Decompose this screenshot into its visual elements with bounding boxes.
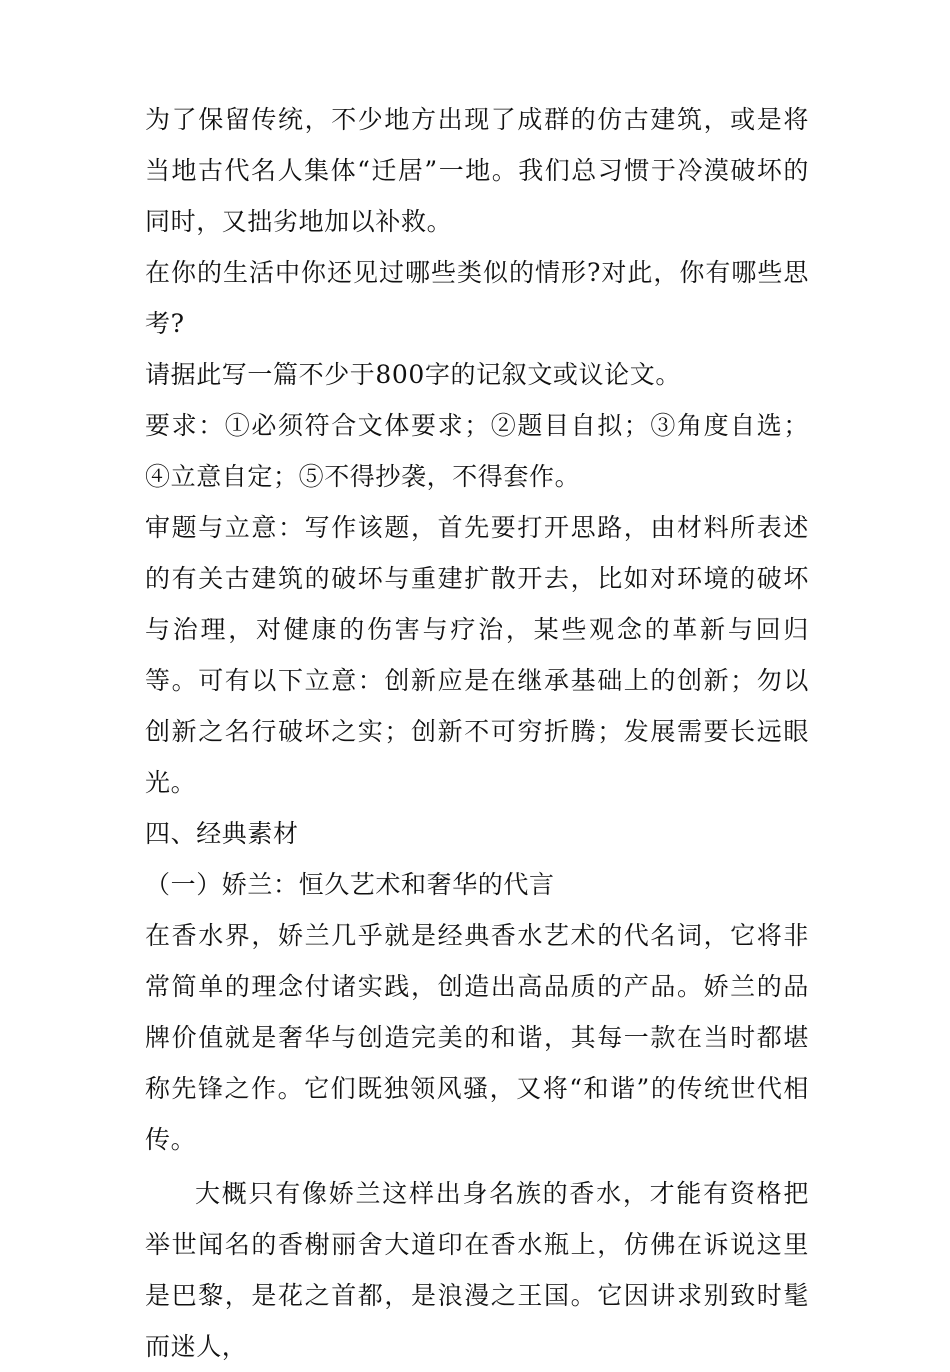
- paragraph-requirements: 要求：①必须符合文体要求；②题目自拟；③角度自选；④立意自定；⑤不得抄袭，不得套作。: [145, 411, 809, 491]
- document-body: [145, 94, 809, 1372]
- paragraph-question: 在你的生活中你还见过哪些类似的情形?对此，你有哪些思考?: [145, 258, 809, 338]
- subsection-heading: （一）娇兰：恒久艺术和奢华的代言: [145, 870, 555, 899]
- paragraph-guerlain-intro: 在香水界，娇兰几乎就是经典香水艺术的代名词，它将非常简单的理念付诸实践，创造出高品质的产品。娇兰的品牌价值就是奢华与创造完美的和谐，其每一款在当时都堪称先锋之作。它们既独领风骚，又将“和谐”的传统世代相传。: [145, 921, 809, 1154]
- paragraph-topic-analysis: 审题与立意：写作该题，首先要打开思路，由材料所表述的有关古建筑的破坏与重建扩散开去，比如对环境的破坏与治理，对健康的伤害与疗治，某些观念的革新与回归等。可有以下立意：创新应是在继承基础上的创新；勿以创新之名行破坏之实；创新不可穷折腾；发展需要长远眼光。: [145, 513, 809, 797]
- paragraph-material-end: 为了保留传统，不少地方出现了成群的仿古建筑，或是将当地古代名人集体“迁居”一地。我们总习惯于冷漠破坏的同时，又拙劣地加以补救。: [145, 105, 809, 236]
- paragraph-writing-task: 请据此写一篇不少于800字的记叙文或议论文。: [145, 360, 681, 389]
- paragraph-guerlain-paris: 大概只有像娇兰这样出身名族的香水，才能有资格把举世闻名的香榭丽舍大道印在香水瓶上，仿佛在诉说这里是巴黎，是花之首都，是浪漫之王国。它因讲求别致时髦而迷人，: [145, 1179, 809, 1361]
- section-heading: 四、经典素材: [145, 819, 299, 848]
